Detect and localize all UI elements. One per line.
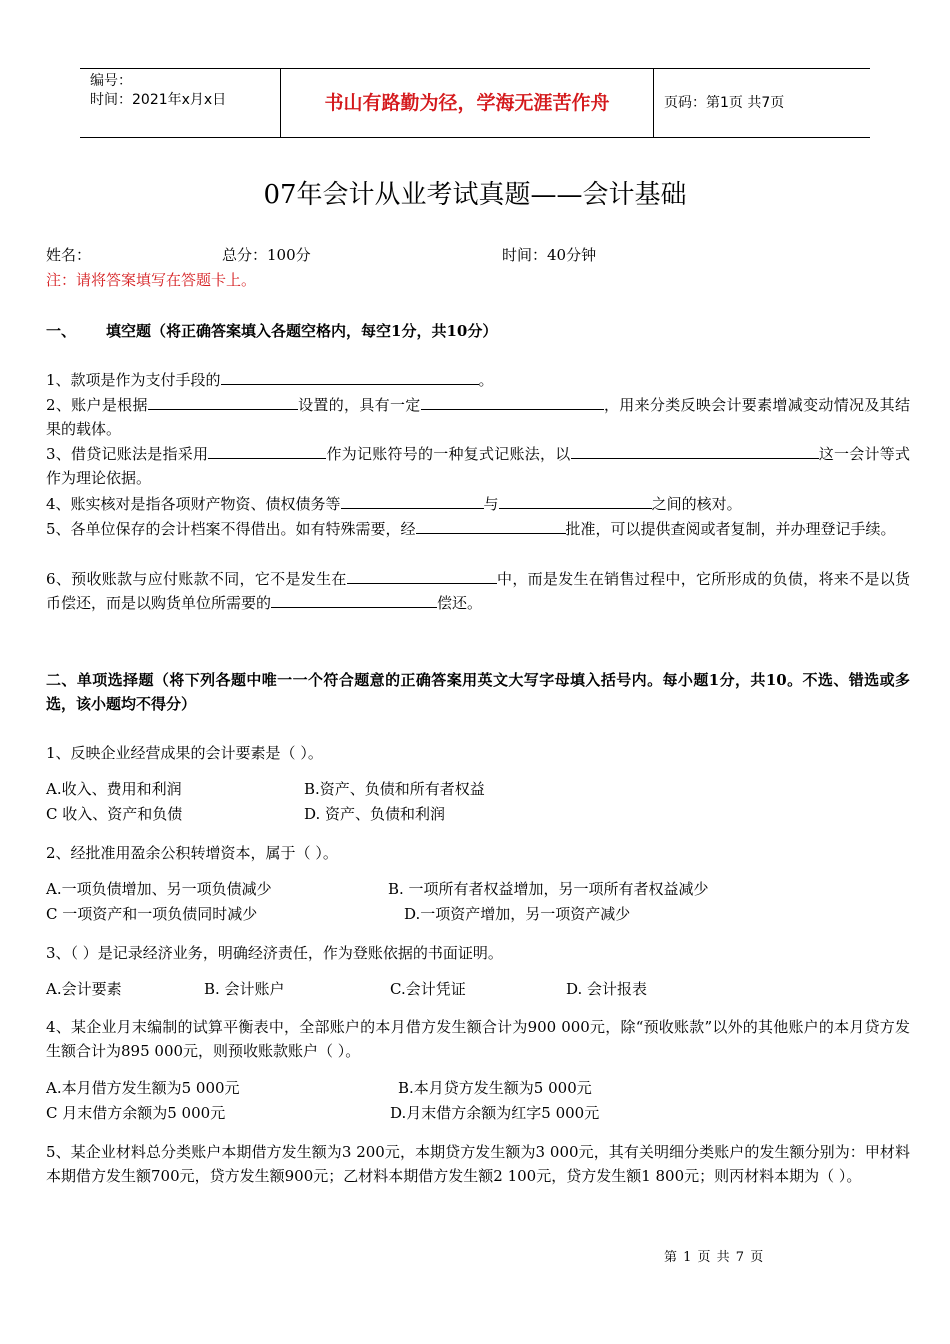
header-motto: 书山有路勤为径，学海无涯苦作舟 [281,69,654,137]
header-meta [80,69,281,137]
choice-q4-option-c: C 月末借方余额为5 000元 [46,1104,226,1122]
fill-question-1 [46,368,910,392]
choice-question-2-stem: 2、经批准用盈余公积转增资本，属于（ ）。 [46,844,338,862]
question-text: 5、各单位保存的会计档案不得借出。如有特殊需要，经 [46,520,416,538]
total-score-label: 总分：100分 [222,246,311,264]
name-label: 姓名： [46,246,92,264]
fill-question-5 [46,517,910,541]
fill-question-6 [46,567,910,615]
question-text: 与 [483,495,499,513]
header-page-info: 页码：第1页 共7页 [664,95,785,111]
question-text: 这一会计等式作为理论依据。 [46,445,910,487]
fill-question-2 [46,393,910,441]
question-text: 之间的核对。 [651,495,742,513]
question-text: 2、账户是根据 [46,396,148,414]
page-title: 07年会计从业考试真题——会计基础 [263,180,687,210]
choice-q3-option-d: D. 会计报表 [566,980,648,998]
question-text: ，用来分类反映会计要素增减变动情况及其结果的载体。 [46,396,910,438]
choice-q3-option-c: C.会计凭证 [390,980,466,998]
choice-q2-option-b: B. 一项所有者权益增加，另一项所有者权益减少 [388,880,709,898]
choice-q1-option-a: A.收入、费用和利润 [46,780,182,798]
doc-date-label: 时间：2021年x月x日 [90,92,227,108]
answer-blank [421,393,604,410]
question-text: 3、借贷记账法是指采用 [46,445,209,463]
question-text: 偿还。 [437,594,483,612]
choice-q3-option-a: A.会计要素 [46,980,122,998]
answer-blank [208,442,326,459]
section1-heading: 填空题（将正确答案填入各题空格内，每空1分，共10分） [106,322,498,340]
question-text: 1、款项是作为支付手段的 [46,371,221,389]
answer-blank [499,492,652,509]
question-text: 6、预收账款与应付账款不同，它不是发生在 [46,570,347,588]
choice-q2-option-d: D.一项资产增加，另一项资产减少 [404,905,631,923]
choice-q1-option-c: C 收入、资产和负债 [46,805,183,823]
answer-blank [416,517,566,534]
question-text: 4、账实核对是指各项财产物资、债权债务等 [46,495,341,513]
answer-note: 注：请将答案填写在答题卡上。 [46,271,257,289]
choice-question-3-stem: 3、（ ）是记录经济业务，明确经济责任，作为登账依据的书面证明。 [46,944,503,962]
choice-q3-option-b: B. 会计账户 [204,980,285,998]
page-footer: 第 1 页 共 7 页 [664,1250,765,1265]
choice-question-1-stem: 1、反映企业经营成果的会计要素是（ ）。 [46,744,323,762]
answer-blank [221,368,479,385]
question-text: 中，而是发生在销售过程中，它所形成的负债，将来不是以货币偿还，而是以购货单位所需要的 [46,570,910,612]
choice-q2-option-c: C 一项资产和一项负债同时减少 [46,905,258,923]
choice-q2-option-a: A.一项负债增加、另一项负债减少 [46,880,272,898]
fill-question-3 [46,442,910,490]
choice-q1-option-d: D. 资产、负债和利润 [304,805,446,823]
choice-question-4-stem: 4、某企业月末编制的试算平衡表中，全部账户的本月借方发生额合计为900 000元，除“预收账款”以外的其他账户的本月贷方发生额合计为895 000元，则预收账款账户（ ）。 [46,1018,910,1060]
answer-blank [148,393,298,410]
section2-heading: 二、单项选择题（将下列各题中唯一一个符合题意的正确答案用英文大写字母填入括号内。每小题1分，共10。不选、错选或多选，该小题均不得分） [46,671,910,713]
answer-blank [347,567,497,584]
section1-number: 一、 [46,322,77,340]
choice-q4-option-a: A.本月借方发生额为5 000元 [46,1079,240,1097]
fill-question-4 [46,492,910,516]
question-text: 。 [478,371,494,389]
answer-blank [341,492,484,509]
question-text: 作为记账符号的一种复式记账法，以 [326,445,571,463]
doc-code-label: 编号： [90,73,132,89]
choice-q1-option-b: B.资产、负债和所有者权益 [304,780,485,798]
choice-question-5-stem: 5、某企业材料总分类账户本期借方发生额为3 200元，本期贷方发生额为3 000元，其有关明细分类账户的发生额分别为：甲材料本期借方发生额700元，贷方发生额900元；乙材料本期借方发生额2 100元，贷方发生额1 800元；则丙材料本期为（ ）。 [46,1143,910,1185]
question-text: 批准，可以提供查阅或者复制，并办理登记手续。 [565,520,896,538]
choice-q4-option-d: D.月末借方余额为红字5 000元 [390,1104,600,1122]
page-header [80,68,870,138]
time-limit-label: 时间：40分钟 [502,246,597,264]
question-text: 设置的，具有一定 [297,396,421,414]
answer-blank [271,591,437,608]
answer-blank [571,442,819,459]
choice-q4-option-b: B.本月贷方发生额为5 000元 [398,1079,592,1097]
